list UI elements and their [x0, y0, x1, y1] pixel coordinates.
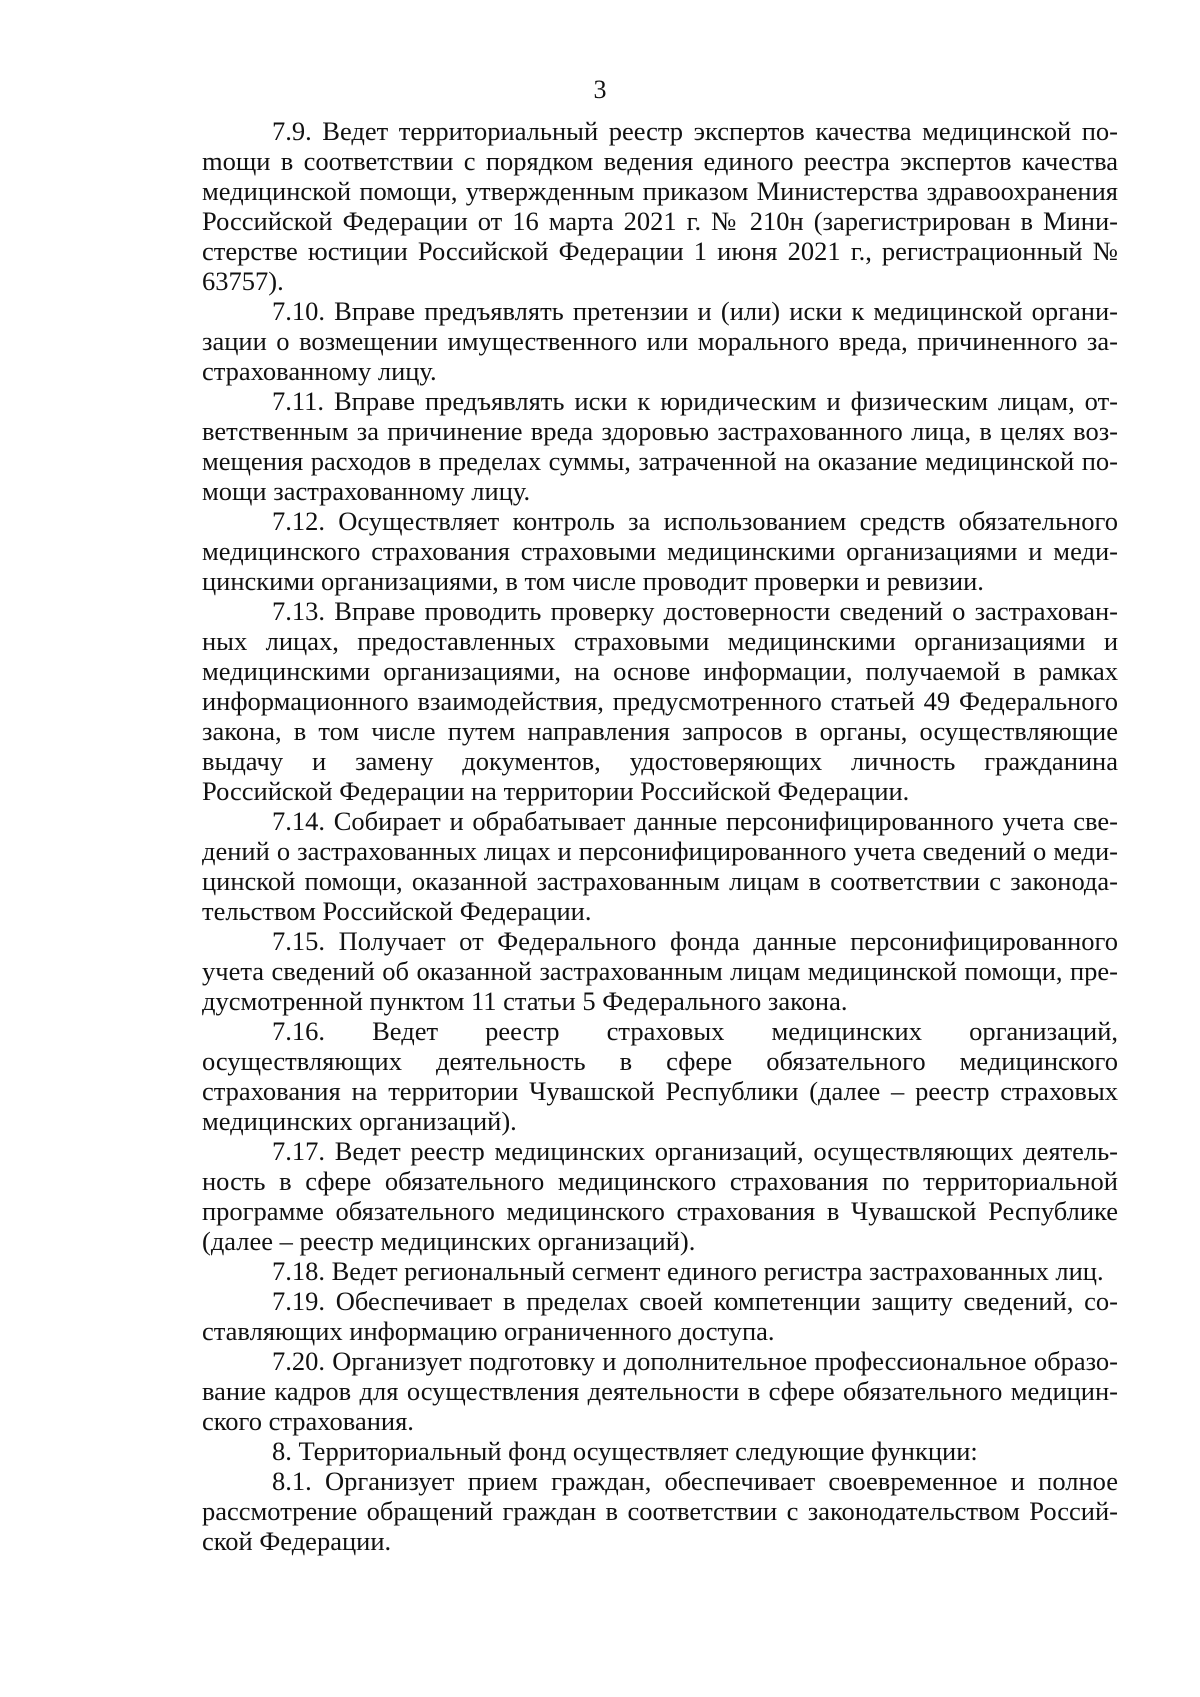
paragraph-7-17: 7.17. Ведет реестр медицинских организаций, осуществляющих деятельность в сфере обязательного медицинского страхования по территориальной программе обязательного медицинского страхования в Чувашской Республике (далее – реестр медицинских организаций). [202, 1136, 1118, 1256]
paragraph-7-11: 7.11. Вправе предъявлять иски к юридическим и физическим лицам, ответственным за причинение вреда здоровью застрахованного лица, в целях возмещения расходов в пределах суммы, затраченной на оказание медицинской помощи застрахованному лицу. [202, 386, 1118, 506]
paragraph-8-1: 8.1. Организует прием граждан, обеспечивает своевременное и полное рассмотрение обращений граждан в соответствии с законодательством Российской Федерации. [202, 1466, 1118, 1556]
document-body [202, 116, 1118, 1556]
paragraph-7-13: 7.13. Вправе проводить проверку достоверности сведений о застрахованных лицах, предоставленных страховыми медицинскими организациями и медицинскими организациями, на основе информации, получаемой в рамках информационного взаимодействия, предусмотренного статьей 49 Федерального закона, в том числе путем направления запросов в органы, осуществляющие выдачу и замену документов, удостоверяющих личность гражданина Российской Федерации на территории Российской Федерации. [202, 596, 1118, 806]
paragraph-7-10: 7.10. Вправе предъявлять претензии и (или) иски к медицинской организации о возмещении имущественного или морального вреда, причиненного застрахованному лицу. [202, 296, 1118, 386]
paragraph-7-9: 7.9. Ведет территориальный реестр экспертов качества медицинской поmощи в соответствии с порядком ведения единого реестра экспертов качества медицинской помощи, утвержденным приказом Министерства здравоохранения Российской Федерации от 16 марта 2021 г. № 210н (зарегистрирован в Министерстве юстиции Российской Федерации 1 июня 2021 г., регистрационный № 63757). [202, 116, 1118, 296]
paragraph-7-12: 7.12. Осуществляет контроль за использованием средств обязательного медицинского страхования страховыми медицинскими организациями и медицинскими организациями, в том числе проводит проверки и ревизии. [202, 506, 1118, 596]
paragraph-7-16: 7.16. Ведет реестр страховых медицинских организаций, осуществляющих деятельность в сфере обязательного медицинского страхования на территории Чувашской Республики (далее – реестр страховых медицинских организаций). [202, 1016, 1118, 1136]
paragraph-8: 8. Территориальный фонд осуществляет следующие функции: [272, 1436, 978, 1466]
paragraph-7-15: 7.15. Получает от Федерального фонда данные персонифицированного учета сведений об оказанной застрахованным лицам медицинской помощи, предусмотренной пунктом 11 статьи 5 Федерального закона. [202, 926, 1118, 1016]
page-number: 3 [593, 75, 607, 104]
paragraph-7-14: 7.14. Собирает и обрабатывает данные персонифицированного учета сведений о застрахованных лицах и персонифицированного учета сведений о медицинской помощи, оказанной застрахованным лицам в соответствии с законодательством Российской Федерации. [202, 806, 1118, 926]
paragraph-7-18: 7.18. Ведет региональный сегмент единого регистра застрахованных лиц. [272, 1256, 1104, 1286]
paragraph-7-20: 7.20. Организует подготовку и дополнительное профессиональное образование кадров для осуществления деятельности в сфере обязательного медицинского страхования. [202, 1346, 1118, 1436]
paragraph-7-19: 7.19. Обеспечивает в пределах своей компетенции защиту сведений, составляющих информацию ограниченного доступа. [202, 1286, 1118, 1346]
